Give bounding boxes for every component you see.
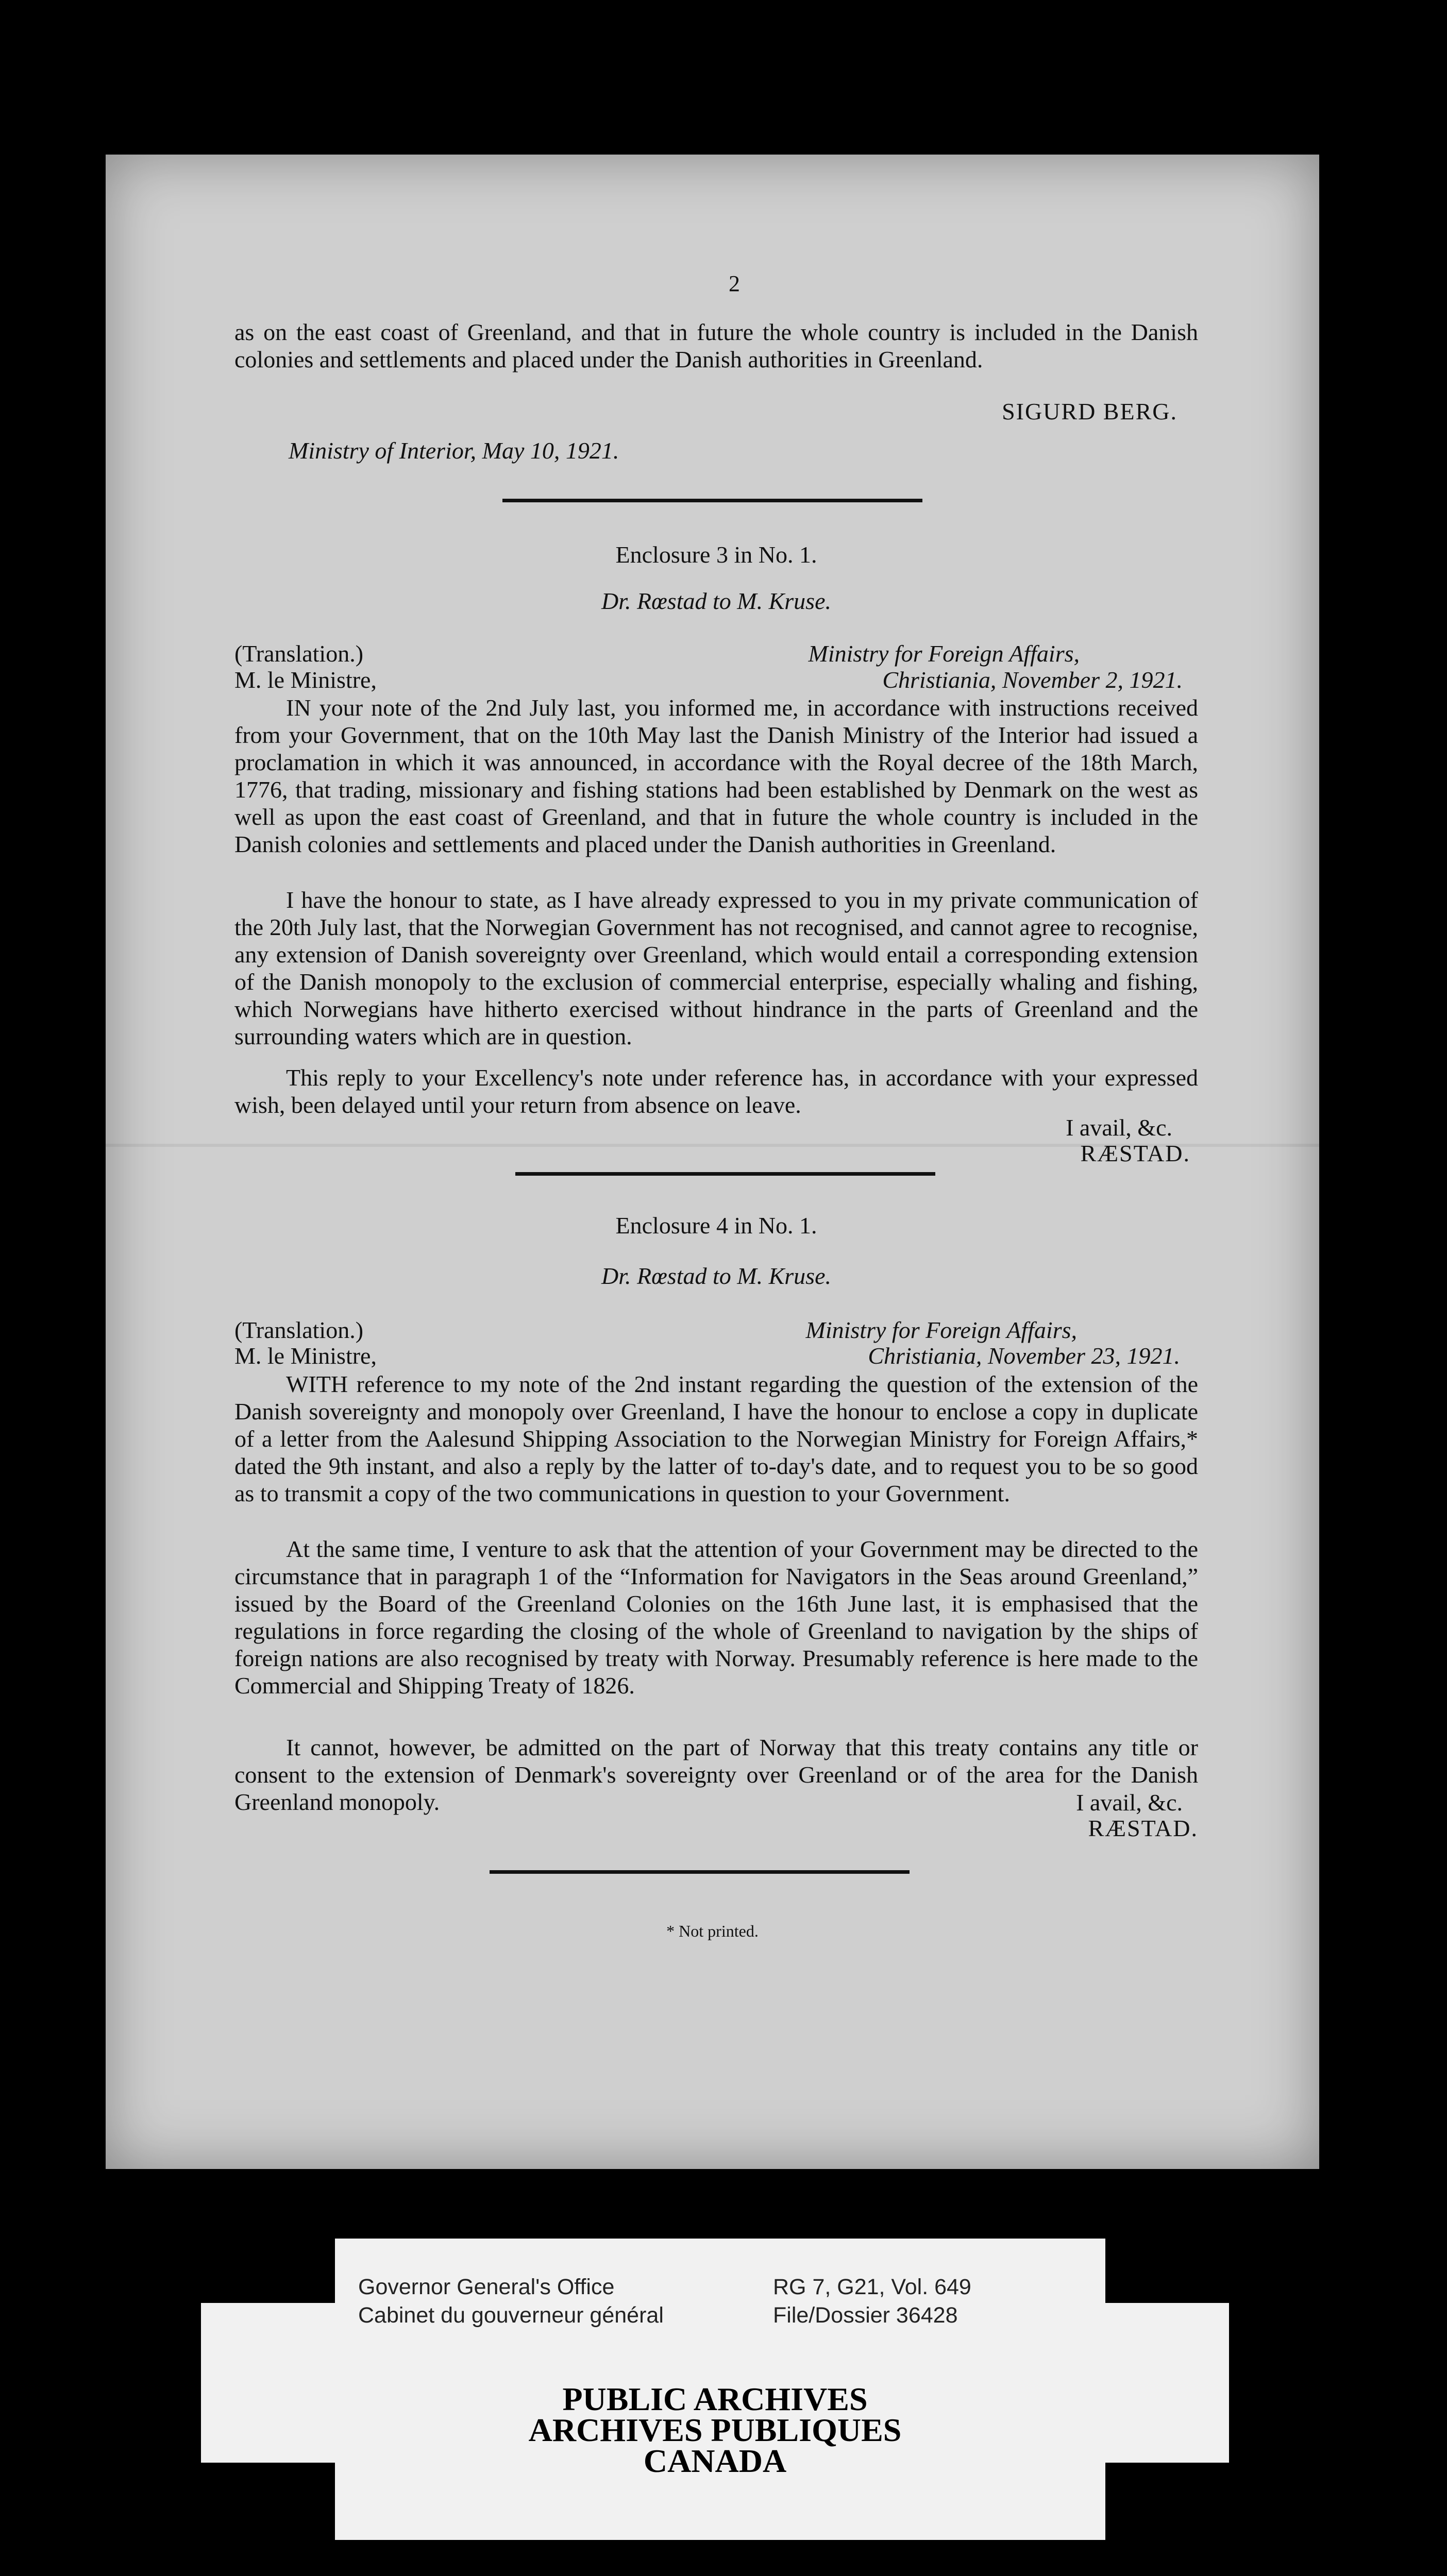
archive-office-fr: Cabinet du gouverneur général [358,2303,664,2328]
punch-hole [1330,430,1355,461]
enclosure4-paragraph-2: At the same time, I venture to ask that the attention of your Government may be directed to the circumstance that in paragraph 1 of the “Information for Navigators in the Seas around Greenland,” issued by the Board of the Greenland Colonies on the 16th June last, it is emphasised that the regulations in force regarding the closing of the whole of Greenland to navigation by the ships of foreign nations are also recognised by treaty with Norway. Presumably reference is here made to the Commercial and Shipping Treaty of 1826. [234,1536,1198,1699]
enclosure3-paragraph-2: I have the honour to state, as I have already expressed to you in my private communication of the 20th July last, that the Norwegian Government has not recognised, and cannot agree to recognise, any extension of Danish sovereignty over Greenland, which would entail a corresponding extension of the Danish monopoly to the exclusion of commercial enterprise, especially whaling and fishing, which Norwegians have hitherto exercised without hindrance in the parts of Greenland and the surrounding waters which are in question. [234,887,1198,1049]
intro-paragraph: as on the east coast of Greenland, and that in future the whole country is included in the Danish colonies and settlements and placed under the Danish authorities in Greenland. [234,319,1198,372]
enclosure3-from-to: Dr. Rœstad to M. Kruse. [601,588,831,614]
enclosure3-ministry: Ministry for Foreign Affairs, [808,640,1080,667]
enclosure3-heading: Enclosure 3 in No. 1. [615,541,817,568]
enclosure4-paragraph-1: WITH reference to my note of the 2nd instant regarding the question of the extension of the Danish sovereignty and monopoly over Greenland, I have the honour to enclose a copy in duplicate of a letter from the Aalesund Shipping Association to the Norwegian Ministry for Foreign Affairs,* dated the 9th instant, and also a reply by the latter of to-day's date, and to request you to be so good as to transmit a copy of the two communications in question to your Government. [234,1371,1198,1506]
section-rule [515,1172,935,1176]
archive-stamp-line1: PUBLIC ARCHIVES [562,2381,868,2417]
enclosure4-translation: (Translation.) [234,1317,364,1343]
enclosure4-signature: RÆSTAD. [1088,1815,1198,1841]
enclosure4-place-date: Christiania, November 23, 1921. [868,1343,1180,1369]
enclosure3-signature: RÆSTAD. [1080,1140,1190,1166]
intro-dateline: Ministry of Interior, May 10, 1921. [289,437,619,464]
archive-stamp-line2: ARCHIVES PUBLIQUES [528,2412,902,2448]
enclosure3-place-date: Christiania, November 2, 1921. [882,667,1183,693]
footnote: * Not printed. [666,1922,759,1940]
enclosure3-translation: (Translation.) [234,640,364,667]
archive-office-en: Governor General's Office [358,2275,615,2299]
intro-signature: SIGURD BERG. [1002,398,1177,425]
enclosure4-paragraph-3: It cannot, however, be admitted on the part of Norway that this treaty contains any title or consent to the extension of Denmark's sovereignty over Greenland or of the area for the Danish Greenland monopoly. [234,1734,1198,1815]
archive-file: File/Dossier 36428 [773,2303,958,2328]
enclosure4-salutation: M. le Ministre, [234,1343,377,1369]
enclosure3-paragraph-3: This reply to your Excellency's note under reference has, in accordance with your expressed wish, been delayed until your return from absence on leave. [234,1064,1198,1118]
archive-stamp-line3: CANADA [643,2443,787,2479]
archive-reference: RG 7, G21, Vol. 649 [773,2275,971,2299]
section-rule [502,499,922,502]
enclosure4-from-to: Dr. Rœstad to M. Kruse. [601,1263,831,1289]
enclosure3-paragraph-1: IN your note of the 2nd July last, you informed me, in accordance with instructions received from your Government, that on the 10th May last the Danish Ministry of the Interior had issued a proclamation in which it was announced, in accordance with the Royal decree of the 18th March, 1776, that trading, missionary and fishing stations had been established by Denmark on the west as well as upon the east coast of Greenland, and that in future the whole country is included in the Danish colonies and settlements and placed under the Danish authorities in Greenland. [234,694,1198,857]
enclosure4-heading: Enclosure 4 in No. 1. [615,1212,817,1239]
document-page [106,155,1319,2169]
enclosure3-closing: I avail, &c. [1066,1114,1172,1141]
enclosure4-closing: I avail, &c. [1076,1789,1183,1816]
enclosure3-salutation: M. le Ministre, [234,667,377,693]
enclosure4-ministry: Ministry for Foreign Affairs, [805,1317,1077,1343]
page-number: 2 [729,271,740,296]
section-rule [490,1870,910,1874]
